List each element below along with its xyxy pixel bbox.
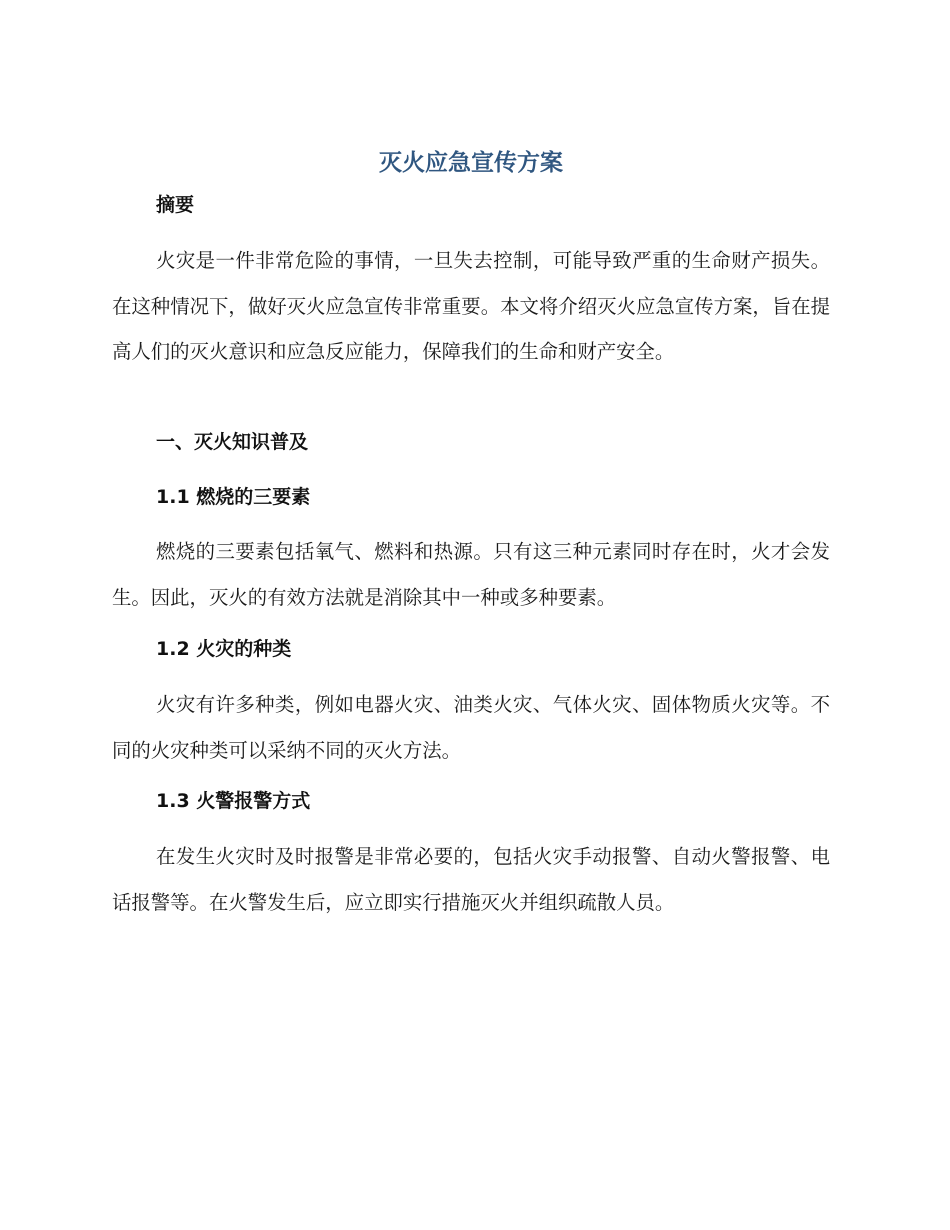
- section-1-3-heading: 1.3 火警报警方式: [156, 790, 311, 812]
- section-1-1-heading: 1.1 燃烧的三要素: [156, 486, 311, 508]
- section-1-1-paragraph: 燃烧的三要素包括氧气、燃料和热源。只有这三种元素同时存在时，火才会发生。因此，灭火的有效方法就是消除其中一种或多种要素。: [112, 540, 830, 609]
- section-1-2-paragraph: 火灾有许多种类，例如电器火灾、油类火灾、气体火灾、固体物质火灾等。不同的火灾种类可以采纳不同的灭火方法。: [112, 693, 830, 762]
- section-1-2-heading: 1.2 火灾的种类: [156, 638, 292, 660]
- section-1-3-paragraph: 在发生火灾时及时报警是非常必要的，包括火灾手动报警、自动火警报警、电话报警等。在火警发生后，应立即实行措施灭火并组织疏散人员。: [112, 845, 830, 914]
- document-title: 灭火应急宣传方案: [379, 150, 563, 176]
- abstract-heading: 摘要: [156, 194, 195, 216]
- abstract-paragraph: 火灾是一件非常危险的事情，一旦失去控制，可能导致严重的生命财产损失。在这种情况下，做好灭火应急宣传非常重要。本文将介绍灭火应急宣传方案，旨在提高人们的灭火意识和应急反应能力，保障我们的生命和财产安全。: [112, 249, 830, 363]
- section-1-heading: 一、灭火知识普及: [156, 431, 309, 453]
